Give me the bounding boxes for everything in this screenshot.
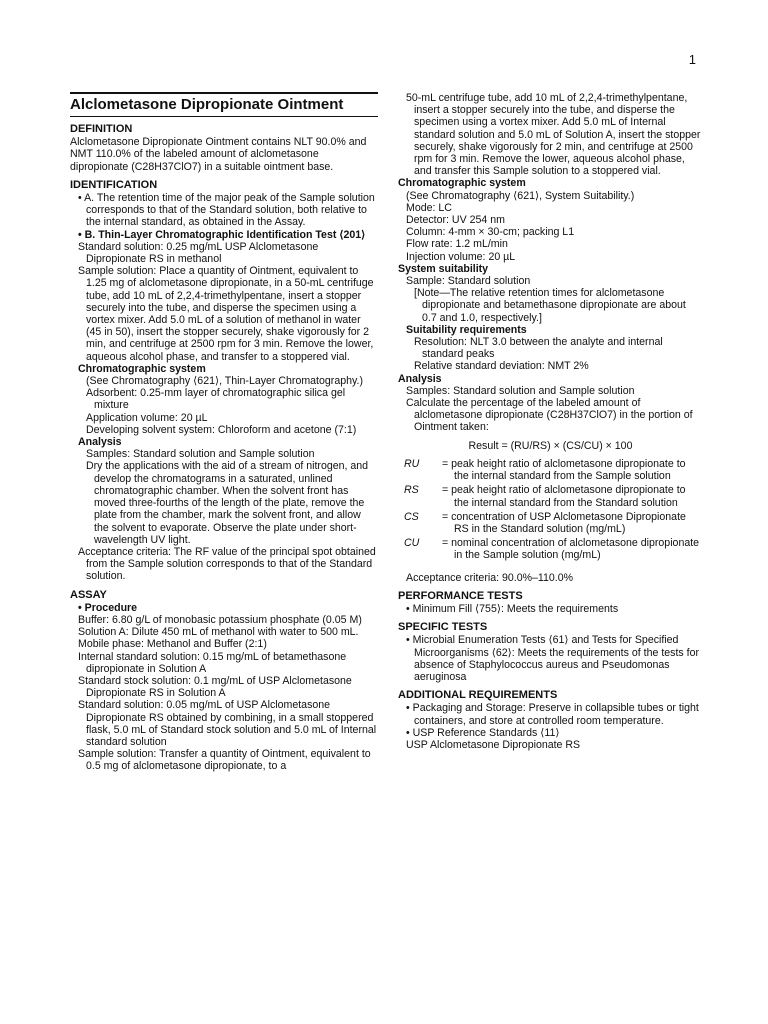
analysis-label: Analysis bbox=[78, 436, 122, 449]
note: [Note—The relative retention times for alclometasone dipropionate and betamethasone dipropionate are about 0.7 and 1.0, respectively.] bbox=[414, 287, 686, 324]
system-suitability: System suitability bbox=[398, 262, 489, 275]
chrom-see: (See Chromatography ⟨621⟩, Thin-Layer Chromatography.) bbox=[86, 375, 363, 388]
variable-description: = peak height ratio of alclometasone dipropionate to the internal standard from the Standard solution bbox=[442, 484, 686, 509]
chrom-system: Chromatographic system bbox=[78, 362, 206, 375]
id-b: • B. Thin-Layer Chromatographic Identification Test ⟨201⟩ bbox=[78, 228, 366, 241]
adsorbent: Adsorbent: 0.25-mm layer of chromatographic silica gel mixture bbox=[86, 387, 346, 412]
standard-solution: Standard solution: 0.05 mg/mL of USP Alclometasone Dipropionate RS obtained by combining, in a small stoppered flask, 5.0 mL of Standard stock solution and 5.0 mL of Internal standard solution bbox=[78, 699, 377, 748]
column: Column: 4-mm × 30-cm; packing L1 bbox=[406, 226, 575, 239]
flow-rate: Flow rate: 1.2 mL/min bbox=[406, 238, 508, 251]
page-number: 1 bbox=[688, 52, 696, 67]
result-formula: Result = (RU/RS) × (CS/CU) × 100 bbox=[468, 439, 633, 452]
standard-stock: Standard stock solution: 0.1 mg/mL of USP Alclometasone Dipropionate RS in Solution A bbox=[78, 674, 352, 700]
variable-symbol: CU bbox=[404, 537, 420, 550]
document-title: Alclometasone Dipropionate Ointment bbox=[70, 92, 378, 117]
definition-heading: DEFINITION bbox=[70, 123, 133, 135]
variable-row bbox=[398, 511, 703, 535]
variable-symbol: RU bbox=[404, 457, 420, 470]
sample-solution: Sample solution: Place a quantity of Ointment, equivalent to 1.25 mg of alclometasone dipropionate, in a 50-mL centrifuge tube, add 10 mL of 2,2,4-trimethylpentane, insert a stopper securely into the tube, and disperse the specimen using a vortex mixer. Add 5.0 mL of a solution of methanol in water (45 in 50), insert the stopper securely, shake vigorously for 2 min, and centrifuge at 2500 rpm for 3 min. Remove the lower, aqueous alcohol phase, and transfer to a stoppered vial. bbox=[78, 265, 374, 363]
usp-reference: • USP Reference Standards ⟨11⟩ bbox=[406, 726, 560, 739]
rsd: Relative standard deviation: NMT 2% bbox=[414, 360, 589, 373]
detector: Detector: UV 254 nm bbox=[406, 214, 505, 227]
left-column bbox=[70, 92, 378, 773]
variable-row bbox=[398, 484, 703, 508]
chrom-see-lc: (See Chromatography ⟨621⟩, System Suitability.) bbox=[406, 189, 635, 202]
variable-description: = nominal concentration of alclometasone dipropionate in the Sample solution (mg/mL) bbox=[442, 537, 700, 562]
additional-heading: ADDITIONAL REQUIREMENTS bbox=[398, 689, 558, 702]
injection-volume: Injection volume: 20 µL bbox=[406, 250, 516, 263]
usp-reference-item: USP Alclometasone Dipropionate RS bbox=[406, 738, 581, 751]
solution-a: Solution A: Dilute 450 mL of methanol with water to 500 mL. bbox=[78, 626, 359, 639]
performance-heading: PERFORMANCE TESTS bbox=[398, 589, 523, 602]
application-volume: Application volume: 20 µL bbox=[86, 411, 208, 424]
variable-symbol: CS bbox=[404, 510, 419, 523]
acceptance-criteria-assay: Acceptance criteria: 90.0%–110.0% bbox=[406, 571, 574, 584]
variable-row bbox=[398, 458, 703, 482]
buffer: Buffer: 6.80 g/L of monobasic potassium phosphate (0.05 M) bbox=[78, 613, 362, 626]
variable-description: = peak height ratio of alclometasone dipropionate to the internal standard from the Sample solution bbox=[442, 457, 686, 483]
std-solution: Standard solution: 0.25 mg/mL USP Alclometasone Dipropionate RS in methanol bbox=[78, 240, 319, 266]
suitability-requirements: Suitability requirements bbox=[406, 323, 527, 336]
calculate-text: Calculate the percentage of the labeled amount of alclometasone dipropionate (C28H37ClO7) in the portion of Ointment taken: bbox=[406, 397, 693, 434]
internal-standard: Internal standard solution: 0.15 mg/mL of betamethasone dipropionate in Solution A bbox=[78, 650, 347, 675]
acceptance-criteria: Acceptance criteria: The RF value of the principal spot obtained from the Sample solution corresponds to that of the Standard solution. bbox=[78, 545, 376, 583]
definition-text: Alclometasone Dipropionate Ointment contains NLT 90.0% and NMT 110.0% of the labeled amount of alclometasone dipropionate (C28H37ClO7) in a suitable ointment base. bbox=[70, 136, 367, 173]
analysis-text: Dry the applications with the aid of a stream of nitrogen, and develop the chromatograms in a saturated, unlined chromatographic chamber. When the solvent front has moved three-fourths of the length of the plate, remove the plate from the chamber, mark the solvent front, and allow the solvent to evaporate. Observe the plate under short-wavelength UV light. bbox=[86, 460, 369, 546]
minimum-fill: • Minimum Fill ⟨755⟩: Meets the requirements bbox=[406, 602, 619, 615]
identification-heading: IDENTIFICATION bbox=[70, 178, 158, 191]
variable-symbol: RS bbox=[404, 484, 419, 497]
suitability-sample: Sample: Standard solution bbox=[406, 275, 531, 288]
assay-heading: ASSAY bbox=[70, 588, 107, 601]
variable-description: = concentration of USP Alclometasone Dipropionate RS in the Standard solution (mg/mL) bbox=[442, 510, 686, 535]
sample-solution-continued: 50-mL centrifuge tube, add 10 mL of 2,2,4-trimethylpentane, insert a stopper securely into the tube, and disperse the specimen using a vortex mixer. Add 5.0 mL of Internal standard solution and 5.0 mL of Solution A, insert the stopper securely, shake vigorously for 2 min, and centrifuge at 2500 rpm for 3 min. Remove the lower, aqueous alcohol phase, and transfer this Sample solution to a stoppered vial. bbox=[406, 92, 701, 178]
right-column bbox=[398, 92, 703, 751]
mobile-phase: Mobile phase: Methanol and Buffer (2:1) bbox=[78, 638, 267, 651]
procedure: • Procedure bbox=[78, 601, 138, 614]
sample-solution-assay: Sample solution: Transfer a quantity of Ointment, equivalent to 0.5 mg of alclometasone dipropionate, to a bbox=[78, 748, 371, 773]
specific-heading: SPECIFIC TESTS bbox=[398, 621, 488, 634]
samples-lc: Samples: Standard solution and Sample solution bbox=[406, 384, 635, 397]
developing-solvent: Developing solvent system: Chloroform and acetone (7:1) bbox=[86, 423, 357, 436]
variable-row bbox=[398, 537, 703, 561]
id-a: • A. The retention time of the major peak of the Sample solution corresponds to that of the Standard solution, both relative to the internal standard, as obtained in the Assay. bbox=[78, 192, 375, 229]
chrom-system-lc: Chromatographic system bbox=[398, 177, 526, 190]
analysis-lc: Analysis bbox=[398, 372, 442, 385]
samples: Samples: Standard solution and Sample solution bbox=[86, 448, 315, 461]
mode: Mode: LC bbox=[406, 201, 452, 214]
resolution: Resolution: NLT 3.0 between the analyte and internal standard peaks bbox=[414, 336, 663, 361]
microbial-tests: • Microbial Enumeration Tests ⟨61⟩ and Tests for Specified Microorganisms ⟨62⟩: Meets the requirements of the tests for absence of Staphylococcus aureus and Pseudomonas aeruginosa bbox=[406, 634, 699, 683]
packaging-storage: • Packaging and Storage: Preserve in collapsible tubes or tight containers, and store at controlled room temperature. bbox=[406, 702, 699, 727]
